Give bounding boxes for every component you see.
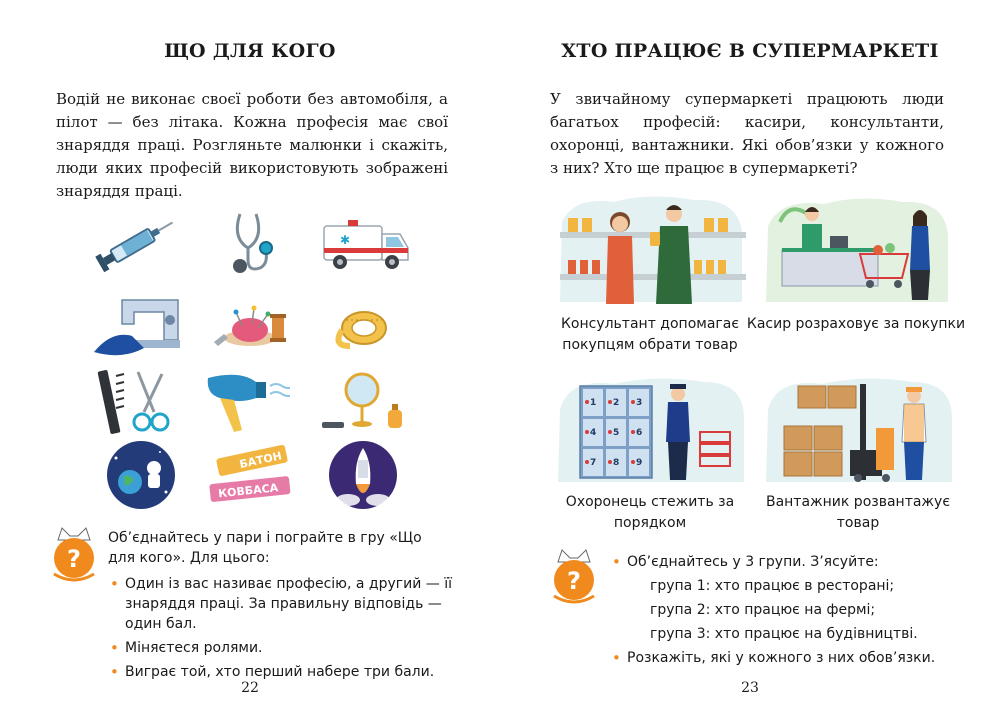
svg-text:✱: ✱ [340, 233, 351, 247]
right-page [500, 0, 1000, 721]
rocket-icon [318, 440, 408, 510]
mirror-perfume-icon [318, 368, 408, 438]
list-item: група 1: хто працює в ресторані; [650, 578, 895, 594]
scene-caption: Касир розраховує за покупки [746, 316, 966, 332]
locker-number: 4 [590, 428, 597, 438]
scene-caption: Консультант допомагає покупцям обрати товар [560, 316, 740, 353]
locker-number: 3 [636, 398, 643, 408]
list-item: • Розкажіть, які у кожного з них обов’язки. [610, 648, 970, 668]
page-number: 23 [741, 680, 759, 696]
measuring-tape-icon [320, 290, 410, 360]
locker-number: 5 [613, 428, 620, 438]
locker-number: 2 [613, 398, 620, 408]
group-task [610, 552, 970, 672]
locker-number: 7 [590, 458, 597, 468]
syringe-icon [92, 208, 182, 278]
question-cat-icon [552, 548, 596, 604]
pincushion-icon [210, 290, 300, 360]
page-number: 22 [241, 680, 259, 696]
bread-label: БАТОН [238, 449, 283, 472]
guard-scene-icon [554, 370, 746, 486]
list-item: • Об’єднайтесь у 3 групи. З’ясуйте: [610, 552, 970, 572]
page-title: ЩО ДЛЯ КОГО [164, 40, 336, 62]
game-instructions [108, 528, 453, 686]
sewing-machine-icon [92, 290, 182, 360]
list-item: група 3: хто працює на будівництві. [650, 626, 918, 642]
list-item: • Один із вас називає професію, а другий — її знаряддя праці. За правильну відповідь — один бал. [108, 574, 453, 634]
game-intro: Об’єднайтесь у пари і пограйте в гру «Що для кого». Для цього: [108, 530, 422, 566]
locker-number: 6 [636, 428, 643, 438]
scene-caption: Охоронець стежить за порядком [565, 494, 735, 531]
sausage-label: КОВБАСА [217, 481, 279, 501]
intro-paragraph: У звичайному супермаркеті працюють люди багатьох професій: касири, консультанти, охоронці, вантажники. Які обов’язки у кожного з них? Хто ще працює в супермаркеті? [550, 90, 944, 177]
locker-number: 1 [590, 398, 597, 408]
intro-paragraph: Водій не виконає своєї роботи без автомобіля, а пілот — без літака. Кожна професія має свої знаряддя праці. Розгляньте малюнки і скажіть, люди яких професій використовують зображені знаряддя праці. [56, 90, 448, 200]
svg-text:?: ? [567, 567, 581, 595]
svg-text:?: ? [67, 545, 81, 573]
hair-dryer-icon [200, 368, 290, 438]
scene-caption: Вантажник розвантажує товар [765, 494, 951, 531]
stethoscope-icon [210, 208, 300, 278]
comb-scissors-icon [92, 368, 182, 438]
task-list [610, 552, 970, 668]
ambulance-icon [320, 208, 410, 278]
page-title: ХТО ПРАЦЮЄ В СУПЕРМАРКЕТІ [561, 40, 939, 62]
loader-scene-icon [762, 370, 954, 486]
question-cat-icon [52, 526, 96, 582]
list-item: • Міняєтеся ролями. [108, 638, 453, 658]
consultant-scene-icon [554, 192, 746, 308]
bread-sausage-labels-icon [206, 440, 296, 510]
locker-number: 8 [613, 458, 620, 468]
astronaut-earth-icon [96, 440, 186, 510]
list-item: • Виграє той, хто перший набере три бали. [108, 662, 453, 682]
locker-number: 9 [636, 458, 643, 468]
cashier-scene-icon [760, 192, 952, 308]
list-item: група 2: хто працює на фермі; [650, 602, 876, 618]
game-list [108, 574, 453, 682]
